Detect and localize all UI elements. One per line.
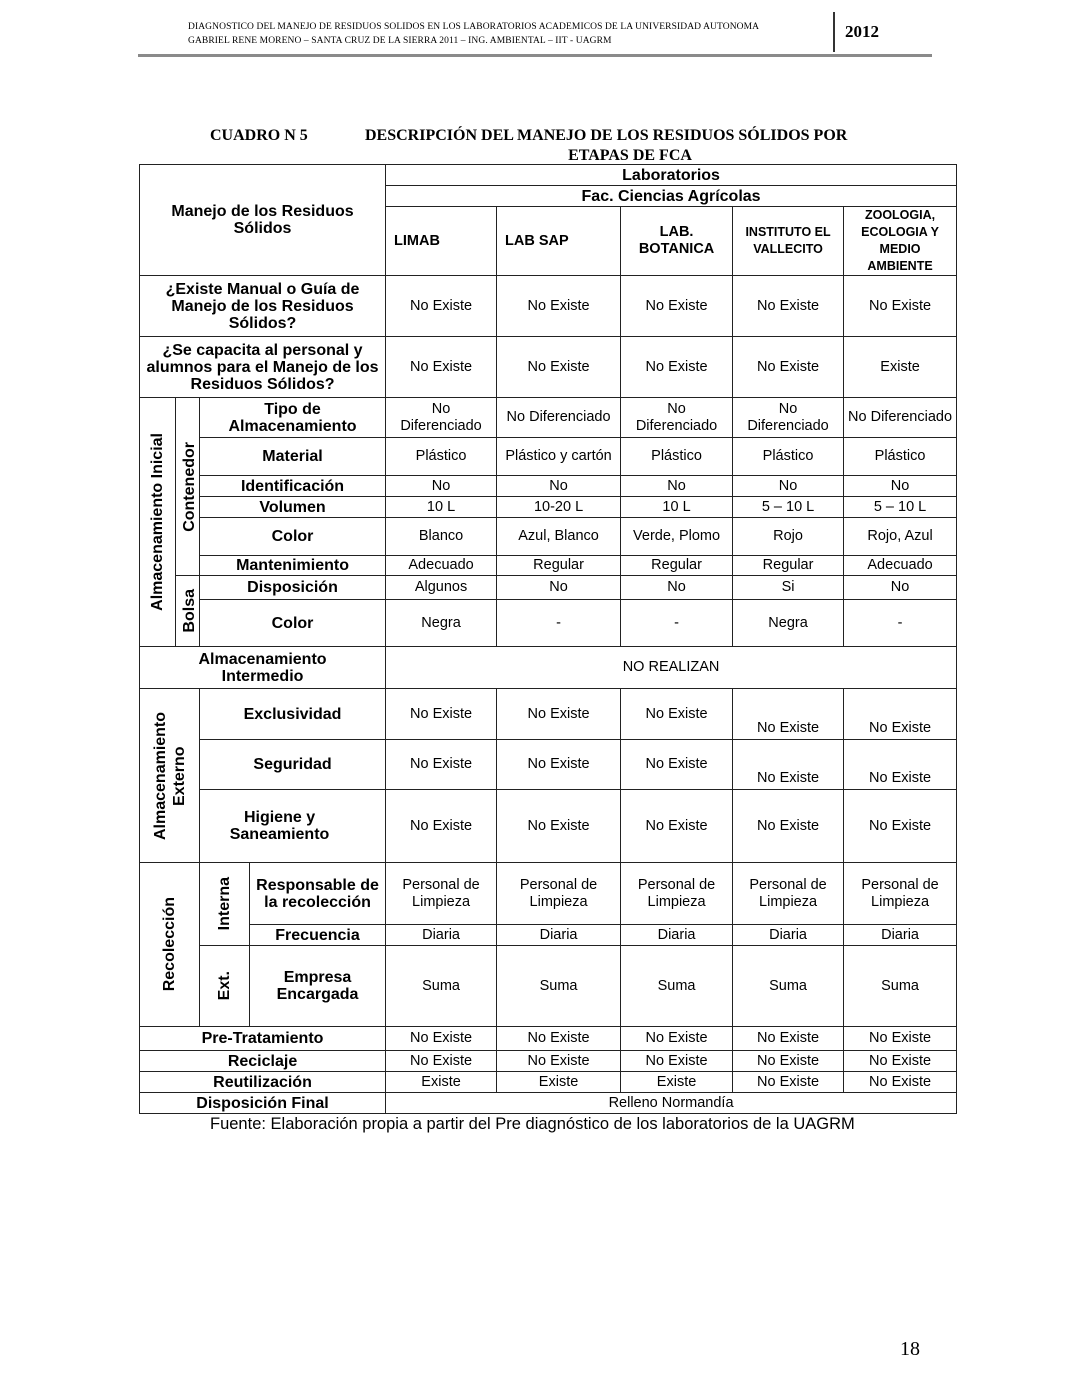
alm-intermedio-value: NO REALIZAN xyxy=(386,647,957,689)
cell: No Existe xyxy=(386,1027,497,1051)
row-mantenimiento xyxy=(140,556,957,576)
group-label-contenedor: Contenedor xyxy=(176,398,200,576)
cell: No xyxy=(497,476,621,497)
row-reutilizacion xyxy=(140,1072,957,1093)
row-label-seguridad: Seguridad xyxy=(200,740,386,790)
group-label-interna: Interna xyxy=(200,863,250,946)
row-identificacion xyxy=(140,476,957,497)
waste-management-table xyxy=(139,164,957,1114)
header-row-1 xyxy=(140,165,957,186)
cell: No Existe xyxy=(497,1027,621,1051)
caption-title-line-1: DESCRIPCIÓN DEL MANEJO DE LOS RESIDUOS SÓLIDOS POR xyxy=(365,127,848,144)
cell: No Existe xyxy=(844,790,957,863)
cell: No Existe xyxy=(733,689,844,740)
cell: No Existe xyxy=(621,1027,733,1051)
cell: Existe xyxy=(386,1072,497,1093)
cell: Personal de Limpieza xyxy=(844,863,957,925)
laboratorios-header: Laboratorios xyxy=(386,165,957,186)
row-reciclaje xyxy=(140,1051,957,1072)
cell: No xyxy=(621,576,733,600)
row-disposicion xyxy=(140,576,957,600)
row-label-capacita: ¿Se capacita al personal y alumnos para el Manejo de los Residuos Sólidos? xyxy=(140,337,386,398)
cell: No xyxy=(844,576,957,600)
cell: No Existe xyxy=(386,337,497,398)
header-text xyxy=(188,20,828,48)
cell: Rojo, Azul xyxy=(844,518,957,556)
cell: No Existe xyxy=(497,276,621,337)
cell: No Existe xyxy=(844,1051,957,1072)
row-volumen xyxy=(140,497,957,518)
row-label-exclusividad: Exclusividad xyxy=(200,689,386,740)
cell: Existe xyxy=(844,337,957,398)
cell: Negra xyxy=(386,600,497,647)
caption-number: CUADRO N 5 xyxy=(210,127,308,144)
cell: No Existe xyxy=(844,1072,957,1093)
cell: Diaria xyxy=(621,925,733,946)
cell: Personal de Limpieza xyxy=(621,863,733,925)
row-label-responsable: Responsable de la recolección xyxy=(250,863,386,925)
cell: - xyxy=(844,600,957,647)
cell: No Existe xyxy=(844,689,957,740)
row-label-volumen: Volumen xyxy=(200,497,386,518)
row-seguridad xyxy=(140,740,957,790)
cell: Diaria xyxy=(497,925,621,946)
column-header-lab-botanica: LAB. BOTANICA xyxy=(621,207,733,276)
cell: No xyxy=(733,476,844,497)
cell: Diaria xyxy=(733,925,844,946)
caption-title-line-2: ETAPAS DE FCA xyxy=(568,147,692,164)
column-header-zoologia: ZOOLOGIA, ECOLOGIA Y MEDIO AMBIENTE xyxy=(844,207,957,276)
cell: No Existe xyxy=(386,740,497,790)
header-line-1: DIAGNOSTICO DEL MANEJO DE RESIDUOS SOLIDOS EN LOS LABORATORIOS ACADEMICOS DE LA UNIVERSIDAD AUTONOMA xyxy=(188,22,760,32)
cell: Personal de Limpieza xyxy=(386,863,497,925)
cell: 10 L xyxy=(386,497,497,518)
cell: - xyxy=(621,600,733,647)
cell: No xyxy=(621,476,733,497)
group-label-alm-externo: Almacenamiento Externo xyxy=(140,689,200,863)
cell: No xyxy=(497,576,621,600)
header-line-2: GABRIEL RENE MORENO – SANTA CRUZ DE LA SIERRA 2011 – ING. AMBIENTAL – IIT - UAGRM xyxy=(188,36,612,46)
row-label-reutilizacion: Reutilización xyxy=(140,1072,386,1093)
group-label-ext: Ext. xyxy=(200,946,250,1027)
group-label-recoleccion: Recolección xyxy=(140,863,200,1027)
cell: Plástico xyxy=(621,438,733,476)
cell: No Existe xyxy=(621,790,733,863)
cell: Regular xyxy=(497,556,621,576)
row-label-material: Material xyxy=(200,438,386,476)
row-label-color: Color xyxy=(200,518,386,556)
cell: No Existe xyxy=(621,1051,733,1072)
page-header xyxy=(138,12,932,56)
column-header-limab: LIMAB xyxy=(386,207,497,276)
cell: Existe xyxy=(621,1072,733,1093)
row-label-disposicion: Disposición xyxy=(200,576,386,600)
cell: No Diferenciado xyxy=(386,398,497,438)
cell: No Existe xyxy=(497,790,621,863)
group-label-alm-inicial: Almacenamiento Inicial xyxy=(140,398,176,647)
cell: No Existe xyxy=(386,790,497,863)
row-label-disposicion-final: Disposición Final xyxy=(140,1093,386,1114)
cell: No Existe xyxy=(621,276,733,337)
cell: No Existe xyxy=(621,689,733,740)
row-color xyxy=(140,518,957,556)
cell: Plástico xyxy=(733,438,844,476)
row-label-bolsa-color: Color xyxy=(200,600,386,647)
cell: Regular xyxy=(621,556,733,576)
cell: No Diferenciado xyxy=(844,398,957,438)
page-number: 18 xyxy=(900,1338,920,1360)
row-material xyxy=(140,438,957,476)
column-header-instituto-vallecito: INSTITUTO EL VALLECITO xyxy=(733,207,844,276)
row-label-empresa: Empresa Encargada xyxy=(250,946,386,1027)
row-label-pretratamiento: Pre-Tratamiento xyxy=(140,1027,386,1051)
cell: Suma xyxy=(497,946,621,1027)
header-year: 2012 xyxy=(833,12,932,52)
cell: No Existe xyxy=(733,276,844,337)
cell: Personal de Limpieza xyxy=(497,863,621,925)
cell: No Existe xyxy=(386,276,497,337)
row-alm-intermedio xyxy=(140,647,957,689)
row-label-tipo: Tipo de Almacenamiento xyxy=(200,398,386,438)
cell: Adecuado xyxy=(844,556,957,576)
cell: No Diferenciado xyxy=(733,398,844,438)
cell: Adecuado xyxy=(386,556,497,576)
cell: Suma xyxy=(733,946,844,1027)
row-label-reciclaje: Reciclaje xyxy=(140,1051,386,1072)
cell: Negra xyxy=(733,600,844,647)
cell: 5 – 10 L xyxy=(733,497,844,518)
cell: No xyxy=(386,476,497,497)
cell: 5 – 10 L xyxy=(844,497,957,518)
cell: No Existe xyxy=(497,1051,621,1072)
row-label-manual: ¿Existe Manual o Guía de Manejo de los Residuos Sólidos? xyxy=(140,276,386,337)
cell: No Existe xyxy=(497,740,621,790)
cell: Suma xyxy=(844,946,957,1027)
cell: Plástico xyxy=(386,438,497,476)
cell: Existe xyxy=(497,1072,621,1093)
cell: No Existe xyxy=(844,740,957,790)
cell: Rojo xyxy=(733,518,844,556)
row-exclusividad xyxy=(140,689,957,740)
cell: No Existe xyxy=(497,337,621,398)
cell: No Existe xyxy=(844,276,957,337)
cell: 10 L xyxy=(621,497,733,518)
cell: No Existe xyxy=(386,1051,497,1072)
cell: 10-20 L xyxy=(497,497,621,518)
group-label-bolsa: Bolsa xyxy=(176,576,200,647)
cell: Plástico xyxy=(844,438,957,476)
row-bolsa-color xyxy=(140,600,957,647)
table-source: Fuente: Elaboración propia a partir del Pre diagnóstico de los laboratorios de la UAGRM xyxy=(210,1115,855,1133)
cell: No Existe xyxy=(621,740,733,790)
cell: Diaria xyxy=(844,925,957,946)
cell: Regular xyxy=(733,556,844,576)
cell: No Existe xyxy=(844,1027,957,1051)
cell: - xyxy=(497,600,621,647)
cell: No Diferenciado xyxy=(621,398,733,438)
cell: Algunos xyxy=(386,576,497,600)
cell: No Existe xyxy=(733,740,844,790)
cell: Diaria xyxy=(386,925,497,946)
cell: No Existe xyxy=(733,1027,844,1051)
cell: Azul, Blanco xyxy=(497,518,621,556)
column-header-lab-sap: LAB SAP xyxy=(497,207,621,276)
cell: No Existe xyxy=(733,1051,844,1072)
row-capacita xyxy=(140,337,957,398)
row-disposicion-final xyxy=(140,1093,957,1114)
cell: Verde, Plomo xyxy=(621,518,733,556)
row-label-higiene: Higiene y Saneamiento xyxy=(200,790,386,863)
row-responsable xyxy=(140,863,957,925)
cell: Si xyxy=(733,576,844,600)
row-frecuencia xyxy=(140,925,957,946)
cell: Blanco xyxy=(386,518,497,556)
row-manual xyxy=(140,276,957,337)
row-label-mantenimiento: Mantenimiento xyxy=(200,556,386,576)
row-higiene xyxy=(140,790,957,863)
cell: No Existe xyxy=(733,1072,844,1093)
cell: No xyxy=(844,476,957,497)
cell: No Existe xyxy=(733,337,844,398)
cell: No Diferenciado xyxy=(497,398,621,438)
row-label-alm-intermedio: Almacenamiento Intermedio xyxy=(140,647,386,689)
row-pretratamiento xyxy=(140,1027,957,1051)
corner-header: Manejo de los Residuos Sólidos xyxy=(140,165,386,276)
row-label-identificacion: Identificación xyxy=(200,476,386,497)
cell: No Existe xyxy=(621,337,733,398)
cell: No Existe xyxy=(733,790,844,863)
faculty-header: Fac. Ciencias Agrícolas xyxy=(386,186,957,207)
header-rule xyxy=(138,54,932,57)
cell: No Existe xyxy=(386,689,497,740)
row-label-frecuencia: Frecuencia xyxy=(250,925,386,946)
cell: Suma xyxy=(386,946,497,1027)
cell: Suma xyxy=(621,946,733,1027)
disposicion-final-value: Relleno Normandía xyxy=(386,1093,957,1114)
cell: Personal de Limpieza xyxy=(733,863,844,925)
row-empresa xyxy=(140,946,957,1027)
cell: No Existe xyxy=(497,689,621,740)
cell: Plástico y cartón xyxy=(497,438,621,476)
row-tipo xyxy=(140,398,957,438)
